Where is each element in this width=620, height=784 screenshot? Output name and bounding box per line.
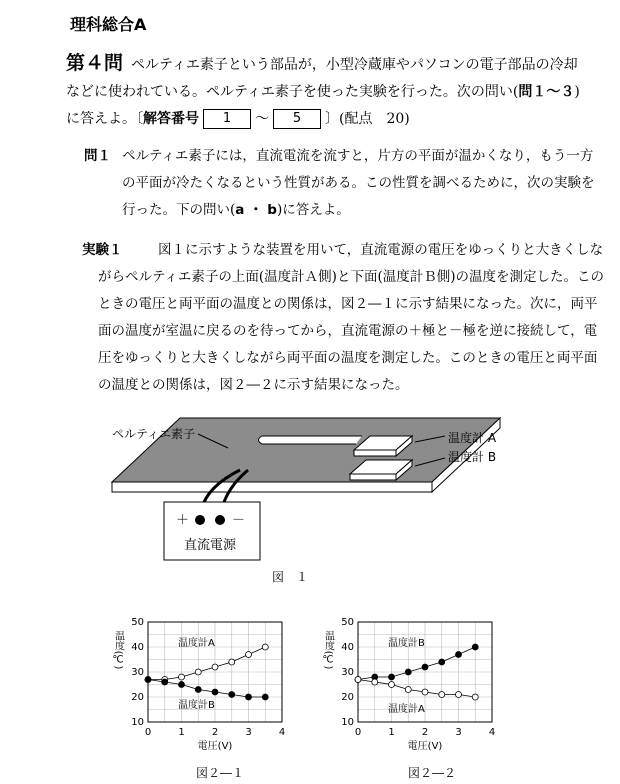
data-point bbox=[472, 644, 478, 650]
data-point bbox=[422, 664, 428, 670]
sub-question-1 bbox=[84, 143, 604, 224]
answer-box-from: 1 bbox=[203, 109, 251, 129]
experiment-label: 実験１ bbox=[82, 242, 123, 258]
points-text: 〕(配点 20) bbox=[325, 111, 410, 127]
thermometer-a-front bbox=[354, 450, 396, 456]
data-point bbox=[262, 694, 268, 700]
data-point bbox=[212, 689, 218, 695]
series-label: 温度計B bbox=[178, 700, 215, 711]
thermometer-b-label: 温度計 B bbox=[448, 450, 497, 464]
data-point bbox=[456, 652, 462, 658]
figure-2-2-chart bbox=[310, 612, 510, 764]
sub-question-label: 問１ bbox=[84, 148, 111, 164]
data-point bbox=[145, 677, 151, 683]
peltier-label: ペルティエ素子 bbox=[112, 427, 196, 441]
peltier-front-face bbox=[112, 482, 432, 492]
data-point bbox=[355, 677, 361, 683]
data-point bbox=[229, 692, 235, 698]
data-point bbox=[179, 682, 185, 688]
sub-question-text-b: )に答えよ。 bbox=[276, 202, 350, 218]
experiment-block bbox=[82, 237, 607, 399]
x-axis-label: 電圧(V) bbox=[407, 741, 443, 752]
data-point bbox=[246, 652, 252, 658]
question-range: 問１～３ bbox=[518, 84, 575, 100]
thermometer-a-label: 温度計 A bbox=[448, 431, 497, 445]
data-point bbox=[422, 689, 428, 695]
data-point bbox=[195, 687, 201, 693]
x-tick-label: 2 bbox=[421, 727, 429, 738]
x-tick-label: 4 bbox=[278, 727, 286, 738]
figure-1-apparatus bbox=[100, 400, 520, 590]
x-axis-label: 電圧(V) bbox=[197, 741, 233, 752]
data-point bbox=[262, 644, 268, 650]
data-point bbox=[246, 694, 252, 700]
data-point bbox=[162, 679, 168, 685]
question-number: 第４問 bbox=[66, 52, 124, 74]
subject-title: 理科総合A bbox=[70, 15, 147, 34]
y-tick-label: 40 bbox=[131, 642, 144, 653]
sub-question-ab: a ・ b bbox=[235, 202, 277, 218]
data-point bbox=[195, 669, 201, 675]
question-intro-b: )に答えよ。〔 bbox=[66, 84, 580, 127]
y-tick-label: 30 bbox=[341, 667, 354, 678]
y-axis-label: 温度(℃) bbox=[322, 630, 334, 670]
figure-2-1-chart bbox=[100, 612, 300, 764]
y-tick-label: 10 bbox=[341, 717, 354, 728]
figure-2-2-caption: 図２―２ bbox=[407, 766, 456, 780]
plus-terminal-sign: ＋ bbox=[176, 513, 190, 528]
x-tick-label: 0 bbox=[144, 727, 152, 738]
x-tick-label: 0 bbox=[354, 727, 362, 738]
plus-terminal bbox=[195, 515, 205, 525]
data-point bbox=[229, 659, 235, 665]
data-point bbox=[405, 687, 411, 693]
figure-1-caption: 図 １ bbox=[271, 570, 308, 584]
data-point bbox=[456, 692, 462, 698]
data-point bbox=[405, 669, 411, 675]
y-tick-label: 20 bbox=[131, 692, 144, 703]
minus-terminal bbox=[215, 515, 225, 525]
thermometer-slot bbox=[259, 436, 363, 444]
data-point bbox=[389, 682, 395, 688]
figure-2-1-caption: 図２―１ bbox=[195, 766, 244, 780]
y-tick-label: 40 bbox=[341, 642, 354, 653]
sub-question-text bbox=[122, 143, 604, 224]
data-point bbox=[472, 694, 478, 700]
answer-label: 解答番号 bbox=[143, 111, 199, 127]
question-intro-a: ペルティエ素子という部品が，小型冷蔵庫やパソコンの電子部品の冷却などに使われている。ペルティエ素子を使った実験を行った。次の問い( bbox=[66, 57, 578, 100]
data-point bbox=[179, 674, 185, 680]
minus-terminal-sign: － bbox=[232, 513, 246, 528]
data-point bbox=[439, 659, 445, 665]
answer-box-to: 5 bbox=[273, 109, 321, 129]
data-point bbox=[439, 692, 445, 698]
answer-tilde: ～ bbox=[255, 111, 269, 127]
x-tick-label: 4 bbox=[488, 727, 496, 738]
series-label: 温度計A bbox=[178, 638, 215, 649]
data-point bbox=[372, 679, 378, 685]
question-header bbox=[66, 50, 586, 133]
y-axis-label: 温度(℃) bbox=[112, 630, 124, 670]
series-label: 温度計A bbox=[388, 704, 425, 715]
sub-question-text-a: ペルティエ素子には，直流電流を流すと，片方の平面が温かくなり，もう一方の平面が冷たくなるという性質がある。この性質を調べるために，次の実験を行った。下の問い( bbox=[122, 148, 595, 218]
x-tick-label: 1 bbox=[178, 727, 185, 738]
x-tick-label: 3 bbox=[245, 727, 252, 738]
y-tick-label: 50 bbox=[131, 617, 144, 628]
y-tick-label: 30 bbox=[131, 667, 144, 678]
power-supply-label: 直流電源 bbox=[184, 538, 237, 553]
x-tick-label: 3 bbox=[455, 727, 462, 738]
x-tick-label: 1 bbox=[388, 727, 395, 738]
experiment-text: 図１に示すような装置を用いて，直流電源の電圧をゆっくりと大きくしながらペルティエ素子の上面(温度計Ａ側)と下面(温度計Ｂ側)の温度を測定した。このときの電圧と両平面の温度との関係は，図２―１に示す結果になった。次に，両平面の温度が室温に戻るのを待ってから，直流電源の＋極と－極を逆に接続して，電圧をゆっくりと大きくしながら両平面の温度を測定した。このときの電圧と両平面の温度との関係は，図２―２に示す結果になった。 bbox=[98, 242, 604, 393]
thermometer-b-front bbox=[350, 474, 396, 480]
y-tick-label: 20 bbox=[341, 692, 354, 703]
x-tick-label: 2 bbox=[211, 727, 219, 738]
series-label: 温度計B bbox=[388, 638, 425, 649]
y-tick-label: 50 bbox=[341, 617, 354, 628]
y-tick-label: 10 bbox=[131, 717, 144, 728]
data-point bbox=[389, 674, 395, 680]
data-point bbox=[212, 664, 218, 670]
